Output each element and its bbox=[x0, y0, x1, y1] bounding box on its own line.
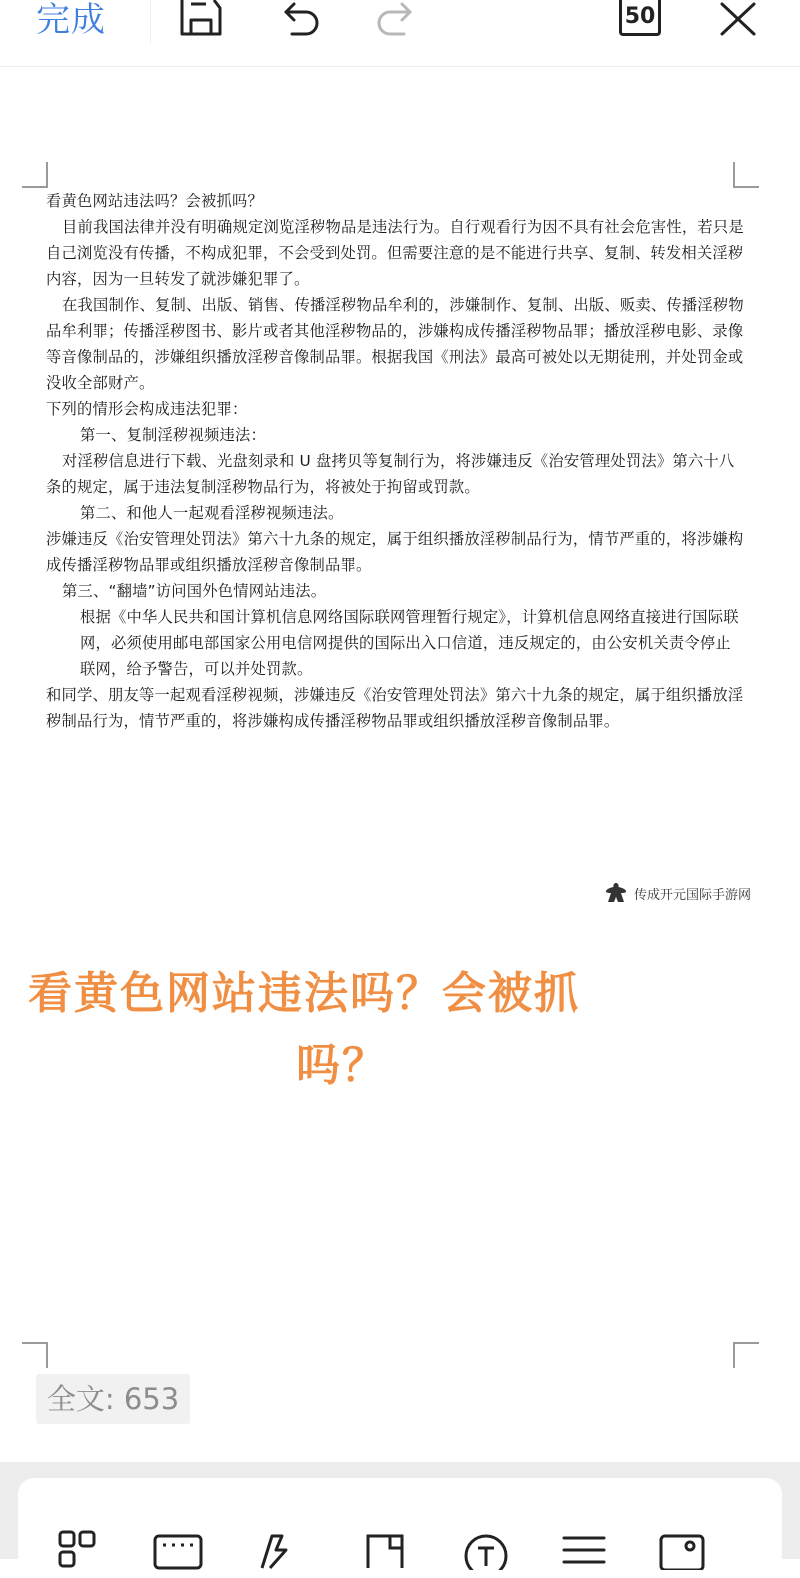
paragraph-icon[interactable] bbox=[558, 1530, 610, 1570]
undo-icon[interactable] bbox=[274, 0, 324, 44]
top-toolbar bbox=[0, 0, 800, 67]
done-button[interactable]: 完成 bbox=[36, 0, 106, 40]
document-title: 看黄色网站违法吗？会被抓吗？ bbox=[46, 192, 263, 210]
watermark-text: 传成开元国际手游网 bbox=[634, 887, 752, 903]
image-icon[interactable] bbox=[656, 1530, 708, 1570]
save-icon[interactable] bbox=[176, 0, 226, 44]
toolbar-divider bbox=[150, 0, 151, 44]
headline-line-2: 吗？ bbox=[296, 1040, 388, 1091]
format-brush-icon[interactable] bbox=[248, 1530, 300, 1570]
doc-paragraph: 和同学、朋友等一起观看淫秽视频，涉嫌违反《治安管理处罚法》第六十九条的规定，属于组织播放淫秽制品行为，情节严重的，将涉嫌构成传播淫秽物品罪或组织播放淫秽音像制品罪。 bbox=[46, 686, 744, 730]
insert-icon[interactable] bbox=[362, 1530, 414, 1570]
close-icon[interactable] bbox=[714, 0, 764, 44]
page-corner-mark bbox=[733, 1342, 759, 1368]
page-count-icon[interactable]: 50 bbox=[619, 0, 661, 36]
watermark bbox=[604, 880, 751, 906]
keyboard-icon[interactable] bbox=[152, 1530, 204, 1570]
doc-paragraph: 目前我国法律并没有明确规定浏览淫秽物品是违法行为。自行观看行为因不具有社会危害性，若只是自己浏览没有传播，不构成犯罪，不会受到处罚。但需要注意的是不能进行共享、复制、转发相关淫秽内容，因为一旦转发了就涉嫌犯罪了。 bbox=[46, 218, 744, 288]
document-body[interactable] bbox=[46, 188, 746, 734]
doc-paragraph: 对淫秽信息进行下载、光盘刻录和 U 盘拷贝等复制行为，将涉嫌违反《治安管理处罚法》第六十八条的规定，属于违法复制淫秽物品行为，将被处于拘留或罚款。 bbox=[46, 452, 735, 496]
headline-line-1: 看黄色网站违法吗？会被抓 bbox=[28, 968, 580, 1019]
text-style-icon[interactable] bbox=[460, 1530, 512, 1570]
doc-subheading: 第一、复制淫秽视频违法： bbox=[80, 426, 266, 444]
layout-icon[interactable] bbox=[56, 1530, 108, 1570]
doc-paragraph: 下列的情形会构成违法犯罪： bbox=[46, 400, 248, 418]
meeple-logo-icon bbox=[604, 881, 628, 905]
doc-paragraph: 根据《中华人民共和国计算机信息网络国际联网管理暂行规定》，计算机信息网络直接进行国际联网，必须使用邮电部国家公用电信网提供的国际出入口信道，违反规定的，由公安机关责令停止联网，给予警告，可以并处罚款。 bbox=[80, 608, 739, 678]
page-corner-mark bbox=[22, 1342, 48, 1368]
page-corner-mark bbox=[733, 162, 759, 188]
doc-paragraph: 涉嫌违反《治安管理处罚法》第六十九条的规定，属于组织播放淫秽制品行为，情节严重的，将涉嫌构成传播淫秽物品罪或组织播放淫秽音像制品罪。 bbox=[46, 530, 744, 574]
doc-paragraph: 在我国制作、复制、出版、销售、传播淫秽物品牟利的，涉嫌制作、复制、出版、贩卖、传播淫秽物品牟利罪；传播淫秽图书、影片或者其他淫秽物品的，涉嫌构成传播淫秽物品罪；播放淫秽电影、录像等音像制品的，涉嫌组织播放淫秽音像制品罪。根据我国《刑法》最高可被处以无期徒刑，并处罚金或没收全部财产。 bbox=[46, 296, 744, 392]
word-count-badge: 全文: 653 bbox=[36, 1374, 190, 1424]
doc-subheading: 第三、“翻墙”访问国外色情网站违法。 bbox=[62, 582, 327, 600]
doc-subheading: 第二、和他人一起观看淫秽视频违法。 bbox=[80, 504, 344, 522]
redo-icon[interactable] bbox=[372, 0, 422, 44]
page-corner-mark bbox=[22, 162, 48, 188]
